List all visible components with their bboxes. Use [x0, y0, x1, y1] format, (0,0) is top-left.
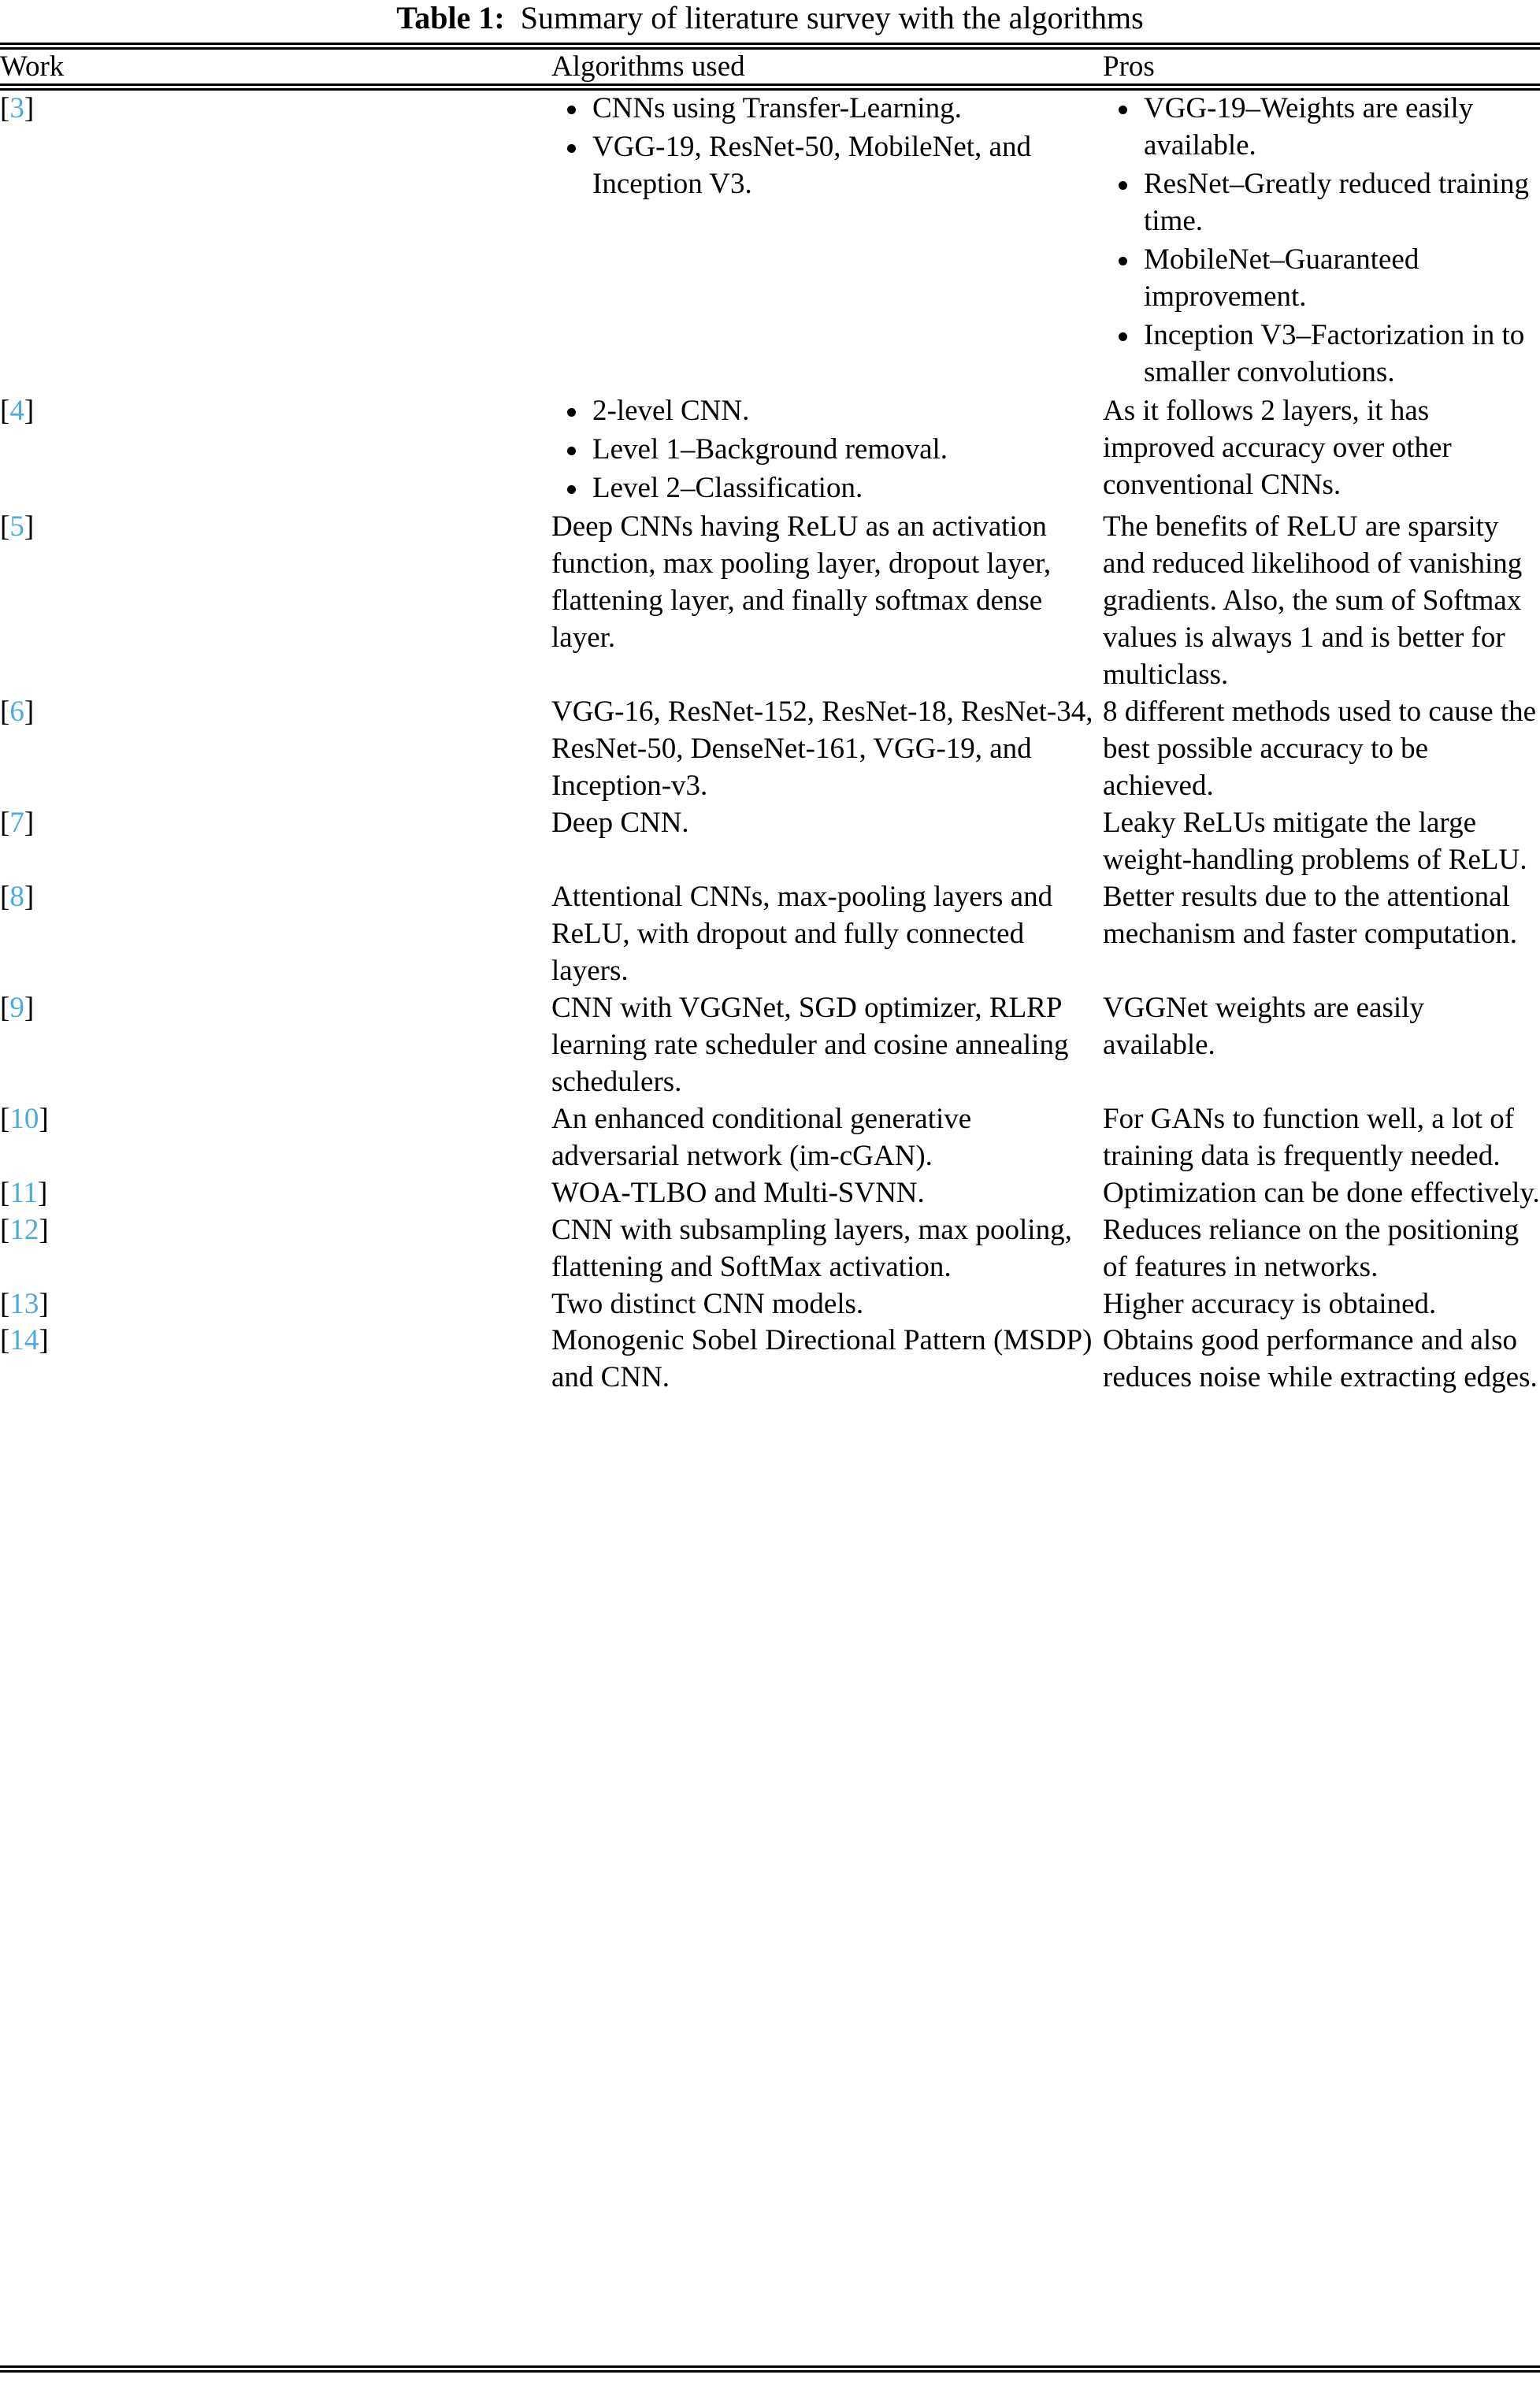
- algorithms-text: CNN with VGGNet, SGD optimizer, RLRP learning rate scheduler and cosine annealing schedulers.: [551, 991, 1069, 1098]
- pros-text: Reduces reliance on the positioning of features in networks.: [1103, 1213, 1520, 1283]
- algorithms-text: An enhanced conditional generative adversarial network (im-cGAN).: [551, 1102, 972, 1172]
- citation-bracket-open: [: [0, 1176, 10, 1209]
- citation-bracket-open: [: [0, 880, 10, 913]
- table-cell-pros: [1103, 805, 1540, 879]
- table-cell-algorithms: [551, 91, 1103, 393]
- citation-bracket-close: ]: [39, 1213, 49, 1246]
- citation-number[interactable]: 3: [9, 92, 24, 124]
- citation-number[interactable]: 5: [9, 510, 24, 543]
- table-cell-work: [0, 990, 551, 1101]
- citation-number[interactable]: 13: [9, 1287, 39, 1320]
- pros-text: 8 different methods used to cause the best possible accuracy to be achieved.: [1103, 695, 1537, 802]
- literature-survey-table: [0, 50, 1540, 83]
- table-cell-algorithms: [551, 694, 1103, 805]
- pros-text: As it follows 2 layers, it has improved accuracy over other conventional CNNs.: [1103, 394, 1452, 501]
- table-cell-work: [0, 509, 551, 694]
- table-header-rule: [0, 83, 1540, 91]
- algorithms-text: Deep CNN.: [551, 806, 689, 839]
- citation-bracket-close: ]: [24, 880, 35, 913]
- citation-bracket-open: [: [0, 695, 10, 728]
- list-item: MobileNet–Guaranteed improvement.: [1103, 242, 1540, 316]
- table-caption: [0, 0, 1540, 43]
- table-cell-work: [0, 1323, 551, 1397]
- column-header-work: Work: [0, 50, 65, 83]
- citation-bracket-open: [: [0, 1324, 10, 1357]
- table-cell-pros: [1103, 509, 1540, 694]
- table-row: [0, 509, 1540, 694]
- table-header-row: [0, 50, 1540, 83]
- table-cell-pros: [1103, 1212, 1540, 1286]
- citation-bracket-close: ]: [39, 1324, 49, 1357]
- citation-number[interactable]: 10: [9, 1102, 39, 1135]
- table-cell-pros: [1103, 1323, 1540, 1397]
- pros-text: The benefits of ReLU are sparsity and reduced likelihood of vanishing gradients. Also, the sum of Softmax values is always 1 and is better for multiclass.: [1103, 510, 1523, 691]
- algorithms-text: Two distinct CNN models.: [551, 1287, 864, 1320]
- table-row: [0, 1323, 1540, 1397]
- table-row: [0, 694, 1540, 805]
- table-cell-algorithms: [551, 393, 1103, 509]
- table-row: [0, 1212, 1540, 1286]
- citation-reference[interactable]: [0, 1288, 49, 1320]
- table-cell-algorithms: [551, 990, 1103, 1101]
- table-cell-algorithms: [551, 1101, 1103, 1175]
- table-caption-text: [505, 0, 521, 35]
- algorithms-text: VGG-16, ResNet-152, ResNet-18, ResNet-34, ResNet-50, DenseNet-161, VGG-19, and Inception-v3.: [551, 695, 1093, 802]
- table-cell-work: [0, 1212, 551, 1286]
- citation-number[interactable]: 14: [9, 1324, 39, 1357]
- citation-reference[interactable]: [0, 395, 34, 427]
- algorithms-text: WOA-TLBO and Multi-SVNN.: [551, 1176, 925, 1209]
- algorithms-text: Attentional CNNs, max-pooling layers and ReLU, with dropout and fully connected layers.: [551, 880, 1053, 987]
- table-row: [0, 990, 1540, 1101]
- list-item: 2-level CNN.: [551, 393, 1103, 430]
- pros-text: VGGNet weights are easily available.: [1103, 991, 1424, 1061]
- literature-survey-body: [0, 91, 1540, 1397]
- citation-bracket-open: [: [0, 806, 10, 839]
- table-row: [0, 805, 1540, 879]
- table-cell-algorithms: [551, 805, 1103, 879]
- table-cell-algorithms: [551, 1212, 1103, 1286]
- citation-bracket-close: ]: [37, 1176, 48, 1209]
- citation-number[interactable]: 12: [9, 1213, 39, 1246]
- citation-reference[interactable]: [0, 881, 34, 913]
- citation-bracket-close: ]: [24, 510, 35, 543]
- table-cell-work: [0, 1175, 551, 1212]
- citation-bracket-open: [: [0, 1213, 10, 1246]
- table-cell-work: [0, 694, 551, 805]
- citation-bracket-close: ]: [39, 1287, 49, 1320]
- table-top-rule: [0, 43, 1540, 50]
- table-row: [0, 879, 1540, 990]
- list-item: ResNet–Greatly reduced training time.: [1103, 166, 1540, 240]
- citation-bracket-close: ]: [39, 1102, 49, 1135]
- citation-number[interactable]: 4: [9, 394, 24, 427]
- table-cell-work: [0, 1101, 551, 1175]
- algorithms-text: Deep CNNs having ReLU as an activation function, max pooling layer, dropout layer, flattening layer, and finally softmax dense layer.: [551, 510, 1052, 654]
- table-cell-algorithms: [551, 1323, 1103, 1397]
- citation-reference[interactable]: [0, 92, 34, 124]
- table-row: [0, 393, 1540, 509]
- table-cell-pros: [1103, 393, 1540, 509]
- table-row: [0, 91, 1540, 393]
- table-cell-pros: [1103, 990, 1540, 1101]
- citation-number[interactable]: 11: [9, 1176, 38, 1209]
- pros-text: Better results due to the attentional mechanism and faster computation.: [1103, 880, 1518, 950]
- citation-reference[interactable]: [0, 1324, 49, 1356]
- list-item: VGG-19–Weights are easily available.: [1103, 91, 1540, 165]
- pros-text: Obtains good performance and also reduces noise while extracting edges.: [1103, 1324, 1538, 1394]
- citation-bracket-close: ]: [24, 991, 35, 1024]
- algorithms-bullet-list: [551, 91, 1103, 203]
- citation-number[interactable]: 6: [9, 695, 24, 728]
- algorithms-text: Monogenic Sobel Directional Pattern (MSDP) and CNN.: [551, 1324, 1093, 1394]
- table-cell-work: [0, 879, 551, 990]
- table-cell-pros: [1103, 91, 1540, 393]
- table-cell-work: [0, 1286, 551, 1323]
- citation-bracket-open: [: [0, 991, 10, 1024]
- citation-bracket-open: [: [0, 394, 10, 427]
- list-item: VGG-19, ResNet-50, MobileNet, and Inception V3.: [551, 129, 1103, 203]
- list-item: Inception V3–Factorization in to smaller convolutions.: [1103, 317, 1540, 391]
- table-cell-pros: [1103, 694, 1540, 805]
- algorithms-text: CNN with subsampling layers, max pooling, flattening and SoftMax activation.: [551, 1213, 1072, 1283]
- table-cell-work: [0, 393, 551, 509]
- table-cell-pros: [1103, 1175, 1540, 1212]
- list-item: Level 1–Background removal.: [551, 432, 1103, 469]
- list-item: CNNs using Transfer-Learning.: [551, 91, 1103, 128]
- pros-bullet-list: [1103, 91, 1540, 391]
- citation-number[interactable]: 7: [9, 806, 24, 839]
- table-cell-algorithms: [551, 879, 1103, 990]
- table-bottom-rule: [0, 2365, 1540, 2373]
- table-cell-pros: [1103, 1101, 1540, 1175]
- pros-text: For GANs to function well, a lot of training data is frequently needed.: [1103, 1102, 1515, 1172]
- citation-reference[interactable]: [0, 992, 34, 1024]
- citation-reference[interactable]: [0, 1214, 49, 1246]
- citation-bracket-open: [: [0, 92, 10, 124]
- citation-reference[interactable]: [0, 807, 34, 839]
- citation-bracket-close: ]: [24, 394, 35, 427]
- citation-number[interactable]: 8: [9, 880, 24, 913]
- citation-reference[interactable]: [0, 1177, 47, 1209]
- citation-number[interactable]: 9: [9, 991, 24, 1024]
- citation-bracket-close: ]: [24, 92, 35, 124]
- table-caption-label: Table 1:: [396, 0, 505, 35]
- citation-reference[interactable]: [0, 1103, 49, 1135]
- citation-reference[interactable]: [0, 510, 34, 543]
- column-header-pros: Pros: [1103, 50, 1155, 83]
- table-caption-title: Summary of literature survey with the algorithms: [520, 0, 1144, 35]
- citation-bracket-open: [: [0, 510, 10, 543]
- table-row: [0, 1175, 1540, 1212]
- table-cell-pros: [1103, 1286, 1540, 1323]
- citation-bracket-close: ]: [24, 806, 35, 839]
- pros-text: Optimization can be done effectively.: [1103, 1176, 1540, 1209]
- table-cell-algorithms: [551, 1286, 1103, 1323]
- table-row: [0, 1286, 1540, 1323]
- table-cell-work: [0, 91, 551, 393]
- list-item: Level 2–Classification.: [551, 470, 1103, 507]
- citation-reference[interactable]: [0, 696, 34, 728]
- table-cell-algorithms: [551, 509, 1103, 694]
- citation-bracket-close: ]: [24, 695, 35, 728]
- column-header-algorithms: Algorithms used: [551, 50, 745, 83]
- table-cell-algorithms: [551, 1175, 1103, 1212]
- table-row: [0, 1101, 1540, 1175]
- pros-text: Higher accuracy is obtained.: [1103, 1287, 1437, 1320]
- citation-bracket-open: [: [0, 1287, 10, 1320]
- citation-bracket-open: [: [0, 1102, 10, 1135]
- algorithms-bullet-list: [551, 393, 1103, 507]
- table-cell-work: [0, 805, 551, 879]
- pros-text: Leaky ReLUs mitigate the large weight-handling problems of ReLU.: [1103, 806, 1527, 876]
- table-cell-pros: [1103, 879, 1540, 990]
